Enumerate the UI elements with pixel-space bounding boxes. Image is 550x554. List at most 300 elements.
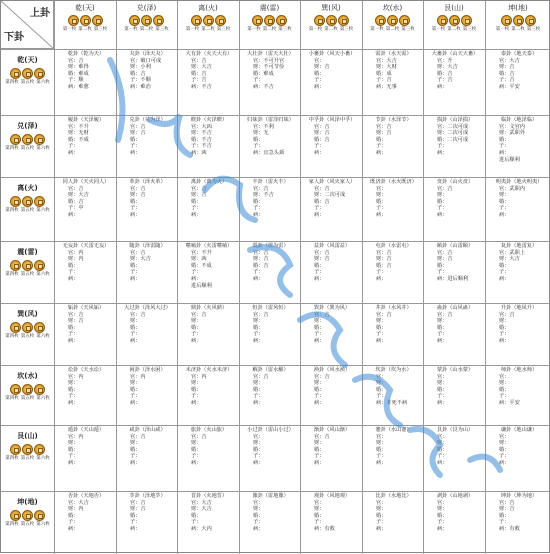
reading-line: 婚： <box>191 446 202 453</box>
row-trigram-name: 坤(地) <box>17 498 38 506</box>
reading-line: 官：吉 <box>314 433 330 440</box>
hexagram-title: 睽卦（火泽睽） <box>190 117 228 123</box>
hexagram-title: 升卦（地风升） <box>500 305 538 311</box>
reading-line: 病： <box>314 337 325 344</box>
hexagram-title: 坤卦（坤为地） <box>500 493 538 499</box>
coin-label: 第四枚 <box>5 80 19 85</box>
hexagram-cell <box>177 365 239 425</box>
reading-line: 财：吉 <box>253 256 269 263</box>
coin-label: 第三枚 <box>155 27 169 32</box>
reading-line: 官：文官内 <box>499 123 525 130</box>
reading-line: 官： <box>437 433 448 440</box>
coin-icon <box>264 15 275 26</box>
reading-line: 病：非死不病 <box>376 399 408 406</box>
reading-line: 财：大吉 <box>191 506 212 513</box>
reading-line: 子： <box>437 205 448 212</box>
reading-line: 病： <box>130 149 141 156</box>
reading-line: 子：顺 <box>68 77 84 84</box>
reading-line: 病： <box>191 211 202 218</box>
coin-label: 第一枚 <box>62 27 77 32</box>
coin-label: 第三枚 <box>462 27 477 32</box>
reading-line: 财： <box>68 440 79 447</box>
coin-group <box>116 15 177 26</box>
hexagram-cell <box>362 365 423 425</box>
hexagram-cell <box>485 491 550 554</box>
coin-icon <box>22 322 33 333</box>
reading-line: 婚：吉 <box>437 70 453 77</box>
hexagram-cell <box>177 303 239 365</box>
reading-line: 婚： <box>376 446 387 453</box>
reading-line: 婚： <box>130 136 141 143</box>
reading-line: 病： <box>314 149 325 156</box>
hexagram-title: 屯卦（水雷屯） <box>375 243 412 249</box>
reading-line: 官：大吉 <box>68 499 89 506</box>
reading-line: 子： <box>253 453 264 460</box>
hexagram-title: 归妹卦（雷泽归妹） <box>247 117 294 123</box>
reading-line: 病： <box>253 337 264 344</box>
coin-label: 第四枚 <box>5 146 19 151</box>
reading-line: 官： <box>253 433 264 440</box>
hexagram-title: 旅卦（火山旅） <box>190 427 228 433</box>
hexagram-title: 蹇卦（水山蹇） <box>375 427 412 433</box>
coin-icon <box>10 384 21 395</box>
reading-line: 病： <box>130 459 141 466</box>
reading-line: 财： <box>130 440 141 447</box>
hexagram-title: 离卦（离为火） <box>190 179 228 185</box>
coin-group <box>239 15 300 26</box>
column-header-6 <box>362 1 423 49</box>
reading-line: 财：不吉 <box>253 192 274 199</box>
reading-line: 子：不顺 <box>130 77 151 84</box>
coin-label: 第二枚 <box>385 27 400 32</box>
coin-label: 第六枚 <box>36 80 50 85</box>
row-trigram-name: 离(火) <box>17 184 38 192</box>
reading-line: 官：不可升官 <box>253 57 285 64</box>
coin-labels <box>239 27 300 32</box>
coin-icon <box>10 196 21 207</box>
reading-line: 病： <box>314 399 325 406</box>
reading-line: 子： <box>130 519 141 526</box>
coin-label: 第四枚 <box>5 208 19 213</box>
reading-line: 病： <box>130 399 141 406</box>
reading-line: 财： <box>253 380 264 387</box>
hexagram-cell <box>116 491 177 554</box>
reading-line: 财：大吉 <box>499 256 520 263</box>
coin-group <box>1 134 54 145</box>
reading-line: 财：不吉 <box>191 130 212 137</box>
reading-line: 子： <box>130 269 141 276</box>
coin-label: 第五枚 <box>20 456 35 461</box>
coin-group <box>1 444 54 455</box>
reading-line: 官： <box>437 373 448 380</box>
reading-line: 财： <box>437 440 448 447</box>
reading-line: 病： <box>314 83 325 90</box>
reading-line: 病：有救 <box>314 525 335 532</box>
reading-line: 财：吉 <box>314 256 330 263</box>
reading-line: 婚： <box>376 136 387 143</box>
coin-group <box>54 15 116 26</box>
hexagram-title: 蒙卦（山水蒙） <box>436 367 474 373</box>
hexagram-cell <box>116 425 177 491</box>
reading-line: 婚： <box>314 446 325 453</box>
reading-line: 病： <box>376 149 387 156</box>
coin-icon <box>203 15 214 26</box>
column-header-2 <box>116 1 177 49</box>
reading-line: 婚： <box>499 386 510 393</box>
coin-icon <box>34 444 45 455</box>
reading-line: 病： <box>68 525 79 532</box>
reading-line: 病： <box>130 275 141 282</box>
reading-line: 子： <box>376 453 387 460</box>
coin-label: 第五枚 <box>20 146 35 151</box>
coin-label: 第六枚 <box>36 396 50 401</box>
reading-line: 财： <box>253 506 264 513</box>
reading-line: 婚：吉 <box>314 198 330 205</box>
reading-line: 子： <box>191 519 202 526</box>
coin-label: 第六枚 <box>36 146 50 151</box>
reading-line: 病： <box>191 399 202 406</box>
hexagram-title: 益卦（风雷益） <box>313 243 351 249</box>
reading-line: 财：吉 <box>376 256 392 263</box>
reading-line: 官：吉 <box>499 311 515 318</box>
hexagram-title: 咸卦（泽山咸） <box>129 427 166 433</box>
reading-line: 病：无事 <box>376 83 397 90</box>
hexagram-cell <box>362 491 423 554</box>
reading-line: 婚： <box>437 512 448 519</box>
reading-line: 官：吉 <box>130 123 146 130</box>
reading-line: 病： <box>437 399 448 406</box>
hexagram-cell <box>485 115 550 177</box>
coin-group <box>177 15 239 26</box>
coin-icon <box>461 15 472 26</box>
reading-line: 官：吉 <box>191 57 207 64</box>
hexagram-cell <box>423 241 485 303</box>
reading-line: 病：不吉 <box>191 83 212 90</box>
coin-labels <box>362 27 423 32</box>
coin-label: 第一枚 <box>308 27 323 32</box>
reading-line: 财：吉 <box>437 256 453 263</box>
reading-line: 子： <box>191 331 202 338</box>
hexagram-cell <box>485 425 550 491</box>
coin-label: 第六枚 <box>36 334 50 339</box>
hexagram-cell <box>239 115 300 177</box>
hexagram-cell <box>54 491 116 554</box>
reading-line: 财： <box>437 318 448 325</box>
reading-line: 病： <box>68 399 79 406</box>
reading-line: 子： <box>437 453 448 460</box>
reading-line: 婚： <box>68 262 79 269</box>
coin-icon <box>68 15 79 26</box>
coin-icon <box>437 15 448 26</box>
reading-line: 子：吉 <box>437 77 453 84</box>
reading-line: 官：不升 <box>191 249 212 256</box>
reading-line: 官：吉 <box>253 373 269 380</box>
hexagram-cell <box>239 241 300 303</box>
hexagram-title: 家人卦（风火家人） <box>308 179 356 185</box>
coin-label: 第四枚 <box>5 334 19 339</box>
coin-label: 第一枚 <box>124 27 138 32</box>
reading-line: 财： <box>437 380 448 387</box>
reading-line: 婚： <box>253 446 264 453</box>
hexagram-cell <box>362 49 423 115</box>
reading-line: 财：大吉 <box>130 256 151 263</box>
reading-line: 婚：吉 <box>376 262 392 269</box>
reading-line: 财： <box>499 380 510 387</box>
hexagram-cell <box>54 365 116 425</box>
hexagram-title: 萃卦（泽地萃） <box>129 493 166 499</box>
reading-line: 病：难愈 <box>68 83 89 90</box>
hexagram-title: 泰卦（地天泰） <box>500 51 538 57</box>
coin-label: 第四枚 <box>5 396 19 401</box>
hexagram-cell <box>177 177 239 241</box>
reading-line: 财： <box>499 192 510 199</box>
hexagram-cell <box>54 241 116 303</box>
coin-label: 第五枚 <box>20 334 35 339</box>
reading-line: 婚：难成 <box>253 70 274 77</box>
reading-line: 病： <box>376 337 387 344</box>
hexagram-title: 兑卦（兑为泽） <box>129 117 166 123</box>
hexagram-cell <box>239 303 300 365</box>
coin-group <box>485 15 550 26</box>
reading-line: 病：不吉 <box>253 83 274 90</box>
reading-line: 婚：难成 <box>68 70 89 77</box>
hexagram-title: 坎卦（坎为水） <box>375 367 412 373</box>
reading-line: 婚： <box>191 386 202 393</box>
reading-line: 婚： <box>191 324 202 331</box>
reading-line: 病： <box>253 275 264 282</box>
reading-line: 财： <box>191 380 202 387</box>
coin-icon <box>10 68 21 79</box>
hexagram-title: 解卦（雷水解） <box>252 367 289 373</box>
hexagram-title: 革卦（泽火革） <box>129 179 166 185</box>
reading-line: 婚：吉 <box>68 198 84 205</box>
reading-line: 子： <box>68 143 79 150</box>
reading-line: 财： <box>499 440 510 447</box>
reading-line: 病： <box>68 149 79 156</box>
reading-line: 财： <box>253 440 264 447</box>
coin-label: 第二枚 <box>511 27 525 32</box>
coin-labels <box>1 208 54 213</box>
hexagram-title: 同人卦（天火同人） <box>62 179 110 185</box>
coin-icon <box>34 196 45 207</box>
reading-line: 财：难得 <box>68 64 89 71</box>
reading-line: 官：吉 <box>253 311 269 318</box>
reading-line: 子： <box>68 393 79 400</box>
hexagram-title: 恒卦（雷风恒） <box>252 305 289 311</box>
hexagram-title: 小畜卦（风天小畜） <box>308 51 356 57</box>
hexagram-cell <box>423 303 485 365</box>
reading-line: 子：吉 <box>191 77 207 84</box>
reading-line: 官：内 <box>191 373 207 380</box>
hexagram-title: 大畜卦（山天大畜） <box>431 51 479 57</box>
reading-line: 婚： <box>499 446 510 453</box>
reading-line: 子： <box>499 143 510 150</box>
hexagram-cell <box>300 115 362 177</box>
coin-group <box>1 322 54 333</box>
reading-line: 子： <box>437 269 448 276</box>
reading-line: 婚： <box>191 512 202 519</box>
reading-line: 病：平安 <box>499 399 520 406</box>
coin-label: 第五枚 <box>20 522 35 527</box>
column-trigram-name: 兑(泽) <box>136 4 157 12</box>
hexagram-title: 谦卦（地山谦） <box>500 427 538 433</box>
reading-line: 子： <box>253 269 264 276</box>
reading-line: 子： <box>376 331 387 338</box>
coin-label: 第五枚 <box>20 80 35 85</box>
row-header-7 <box>1 425 54 491</box>
hexagram-title: 鼎卦（火风鼎） <box>190 305 228 311</box>
reading-line: 病：进后顺利 <box>437 275 469 282</box>
reading-line: 婚： <box>191 198 202 205</box>
reading-line: 官：内 <box>68 249 84 256</box>
hexagram-title: 明夷卦（地火明夷） <box>495 179 543 185</box>
column-trigram-name: 乾(天) <box>75 4 95 12</box>
hexagram-title: 晋卦（火地晋） <box>190 493 228 499</box>
column-header-7 <box>423 1 485 49</box>
reading-line: 子： <box>314 393 325 400</box>
reading-line: 病： <box>253 525 264 532</box>
hexagram-cell <box>177 115 239 177</box>
reading-line: 子： <box>437 143 448 150</box>
reading-line: 病： <box>376 459 387 466</box>
hexagram-title: 剥卦（山地剥） <box>436 493 474 499</box>
reading-line: 官： <box>499 433 510 440</box>
hexagram-cell <box>177 425 239 491</box>
hexagram-title: 夬卦（泽天夬） <box>129 51 166 57</box>
column-trigram-name: 坤(地) <box>508 4 528 12</box>
hexagram-cell <box>362 177 423 241</box>
reading-line: 子：吉 <box>376 77 392 84</box>
reading-line: 财：吉 <box>499 64 515 71</box>
coin-label: 第二枚 <box>78 27 92 32</box>
reading-line: 病： <box>130 337 141 344</box>
column-header-5 <box>300 1 362 49</box>
hexagram-cell <box>116 241 177 303</box>
coin-label: 第四枚 <box>5 522 19 527</box>
reading-line: 婚：吉 <box>314 136 330 143</box>
reading-line: 官：吉 <box>68 311 84 318</box>
column-trigram-name: 离(火) <box>198 4 218 12</box>
coin-icon <box>326 15 337 26</box>
coin-label: 第一枚 <box>370 27 384 32</box>
reading-line: 官：吉 <box>130 249 146 256</box>
reading-line: 财： <box>499 318 510 325</box>
hexagram-cell <box>116 49 177 115</box>
reading-line: 财：吉 <box>130 192 146 199</box>
reading-line: 财：吉 <box>314 130 330 137</box>
hexagram-cell <box>116 115 177 177</box>
reading-line: 官：吉 <box>376 123 392 130</box>
coin-icon <box>10 322 21 333</box>
hexagram-title: 乾卦（乾为天） <box>67 51 105 57</box>
coin-labels <box>300 27 362 32</box>
coin-icon <box>215 15 226 26</box>
reading-line: 子： <box>314 205 325 212</box>
reading-line: 官：吉 <box>437 249 453 256</box>
reading-line: 财： <box>130 380 141 387</box>
reading-line: 财： <box>191 318 202 325</box>
reading-line: 子： <box>499 269 510 276</box>
reading-line: 病：凶 <box>191 149 207 156</box>
reading-line: 病： <box>437 211 448 218</box>
reading-line: 子： <box>499 393 510 400</box>
hexagram-title: 困卦（泽水困） <box>129 367 166 373</box>
reading-line: 官：吉 <box>314 373 330 380</box>
coin-group <box>1 196 54 207</box>
coin-label: 第二枚 <box>262 27 277 32</box>
reading-line: 官：吉 <box>314 185 330 192</box>
coin-icon <box>22 444 33 455</box>
reading-line: 官：大吉 <box>191 499 212 506</box>
reading-line: 子： <box>376 143 387 150</box>
hexagram-title: 损卦（山泽损） <box>436 117 474 123</box>
hexagram-title: 节卦（水泽节） <box>375 117 412 123</box>
reading-line: 财： <box>314 506 325 513</box>
coin-group <box>1 68 54 79</box>
coin-label: 第一枚 <box>495 27 510 32</box>
reading-line: 财： <box>376 318 387 325</box>
reading-line: 病： <box>68 275 79 282</box>
reading-line: 子： <box>68 269 79 276</box>
coin-icon <box>34 68 45 79</box>
coin-icon <box>191 15 202 26</box>
reading-line: 子： <box>499 205 510 212</box>
coin-icon <box>34 134 45 145</box>
reading-line: 婚： <box>437 262 448 269</box>
reading-line: 病： <box>68 459 79 466</box>
reading-line: 官：吉 <box>314 123 330 130</box>
reading-line: 子： <box>314 331 325 338</box>
coin-icon <box>276 15 287 26</box>
hexagram-title: 复卦（地雷复） <box>500 243 538 249</box>
reading-line: 婚： <box>437 386 448 393</box>
reading-line: 子： <box>130 393 141 400</box>
reading-line: 财：内 <box>68 506 84 513</box>
reading-line: 官： <box>314 499 325 506</box>
coin-icon <box>10 444 21 455</box>
reading-line: 进后顺利 <box>499 156 520 163</box>
reading-line: 财： <box>130 318 141 325</box>
coin-label: 第二枚 <box>201 27 215 32</box>
reading-line: 病： <box>437 525 448 532</box>
coin-icon <box>34 322 45 333</box>
reading-line: 子： <box>191 453 202 460</box>
reading-line: 婚： <box>68 386 79 393</box>
reading-line: 财：吉 <box>68 318 84 325</box>
hexagram-cell <box>423 177 485 241</box>
row-header-5 <box>1 303 54 365</box>
coin-label: 第一枚 <box>185 27 200 32</box>
coin-label: 第六枚 <box>36 522 50 527</box>
reading-line: 子： <box>376 393 387 400</box>
reading-line: 财： <box>68 380 79 387</box>
reading-line: 婚： <box>314 512 325 519</box>
reading-line: 婚： <box>130 198 141 205</box>
reading-line: 子： <box>191 269 202 276</box>
coin-icon <box>80 15 91 26</box>
reading-line: 财： <box>437 192 448 199</box>
hexagram-title: 渐卦（风山渐） <box>313 427 351 433</box>
reading-line: 官： <box>437 499 448 506</box>
reading-line: 病：宜急头颈 <box>253 149 285 156</box>
coin-labels <box>177 27 239 32</box>
hexagram-title: 小过卦（雷山小过） <box>247 427 294 433</box>
hexagram-cell <box>239 177 300 241</box>
coin-labels <box>116 27 177 32</box>
hexagram-title: 噬嗑卦（火雷噬嗑） <box>185 243 233 249</box>
reading-line: 病：难治 <box>130 83 151 90</box>
row-trigram-name: 兑(泽) <box>17 122 38 130</box>
